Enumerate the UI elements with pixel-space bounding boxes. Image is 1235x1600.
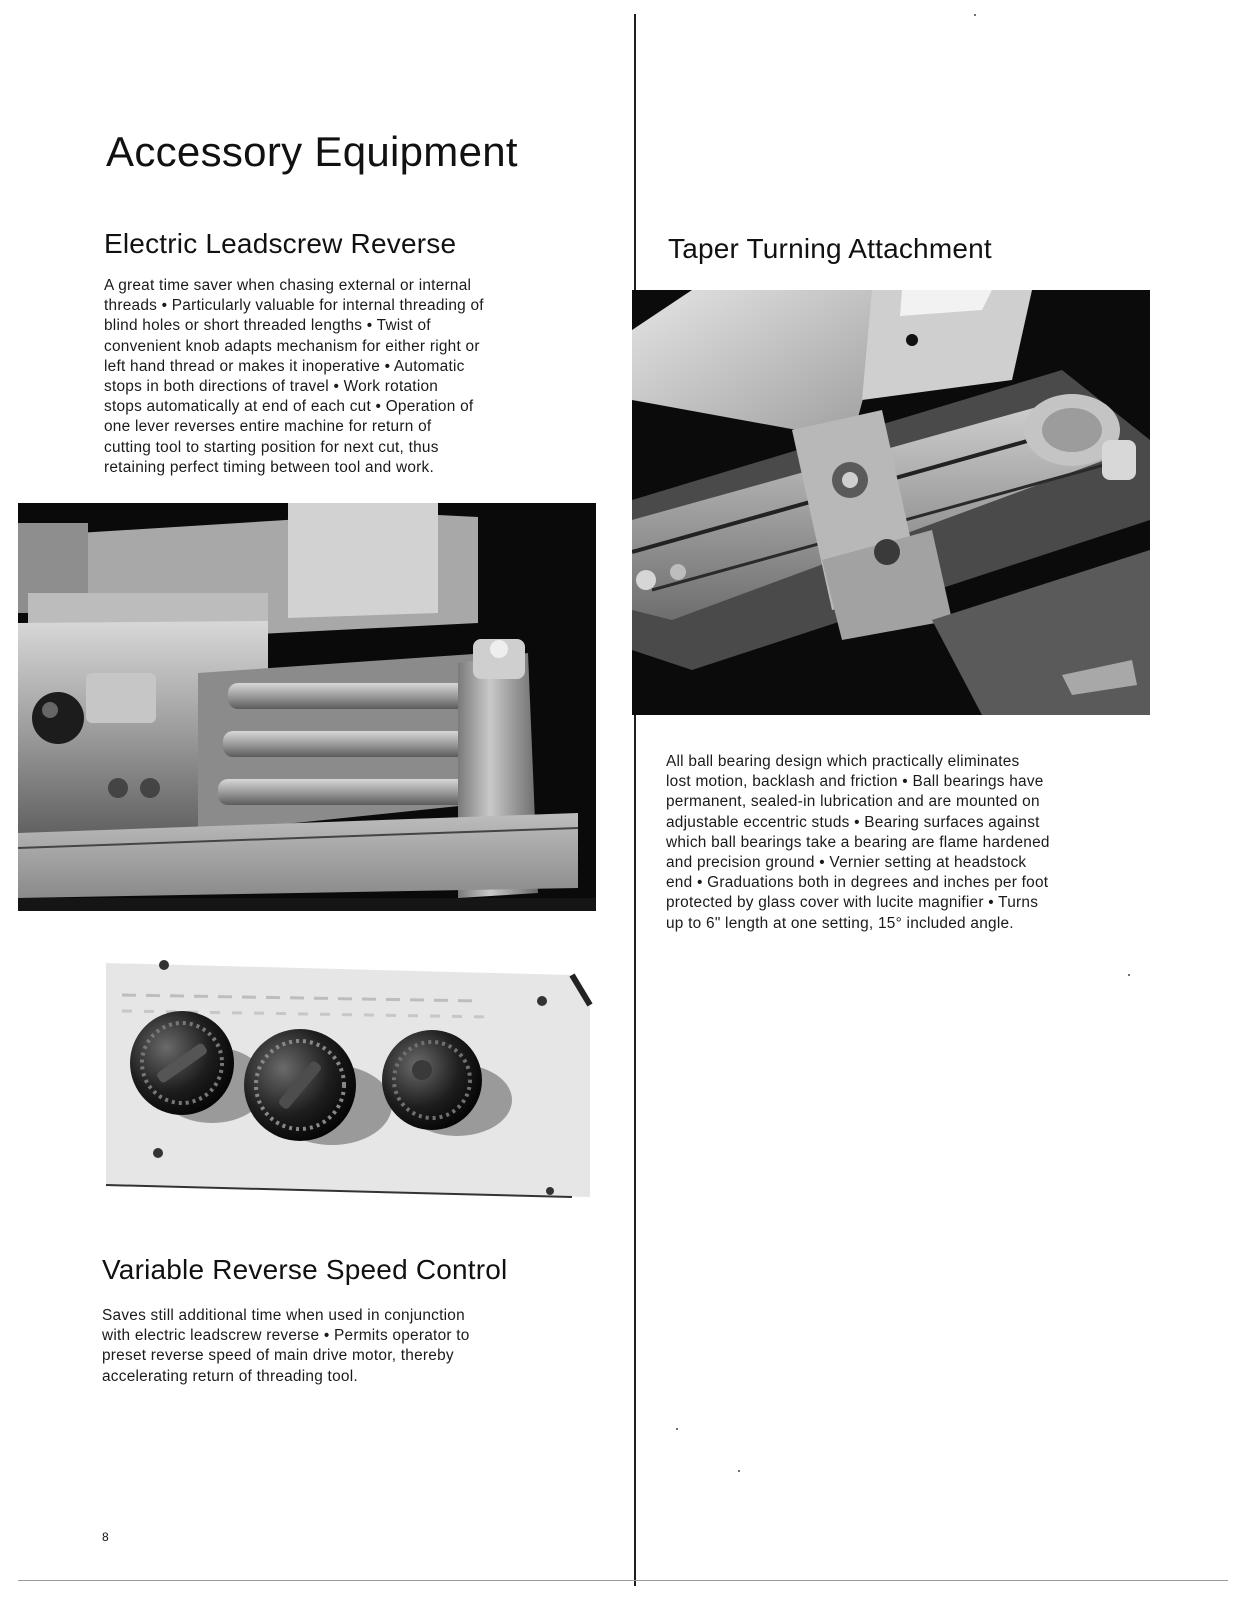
leadscrew-photo — [18, 503, 596, 911]
text-line: end • Graduations both in degrees and inches per foot — [666, 874, 1049, 892]
text-line: up to 6" length at one setting, 15° included angle. — [666, 914, 1014, 932]
text-line: lost motion, backlash and friction • Ball bearings have — [666, 773, 1044, 791]
text-line: protected by glass cover with lucite magnifier • Turns — [666, 894, 1039, 912]
speed-control-heading: Variable Reverse Speed Control — [102, 1254, 508, 1285]
text-line: All ball bearing design which practically eliminates — [666, 753, 1020, 770]
text-line: adjustable eccentric studs • Bearing surfaces against — [666, 813, 1040, 831]
speed-control-description — [102, 1306, 602, 1387]
text-line: convenient knob adapts mechanism for either right or — [104, 337, 480, 355]
leadscrew-heading: Electric Leadscrew Reverse — [104, 228, 457, 259]
speed-control-photo — [102, 935, 594, 1227]
page-number: 8 — [102, 1530, 109, 1544]
taper-description — [666, 752, 1136, 934]
text-line: threads • Particularly valuable for internal threading of — [104, 297, 484, 315]
text-line: stops automatically at end of each cut • Operation of — [104, 398, 474, 416]
text-line: accelerating return of threading tool. — [102, 1367, 358, 1385]
text-line: with electric leadscrew reverse • Permits operator to — [102, 1327, 470, 1345]
taper-photo — [632, 290, 1150, 715]
text-line: permanent, sealed-in lubrication and are mounted on — [666, 793, 1040, 811]
text-line: cutting tool to starting position for next cut, thus — [104, 438, 439, 456]
taper-heading: Taper Turning Attachment — [668, 233, 992, 264]
scan-speck — [974, 14, 976, 16]
scan-speck — [676, 1428, 678, 1430]
text-line: and precision ground • Vernier setting at headstock — [666, 854, 1027, 872]
leadscrew-description — [104, 276, 604, 478]
text-line: which ball bearings take a bearing are flame hardened — [666, 833, 1050, 851]
text-line: blind holes or short threaded lengths • Twist of — [104, 317, 431, 335]
text-line: stops in both directions of travel • Work rotation — [104, 378, 439, 396]
text-line: preset reverse speed of main drive motor, thereby — [102, 1347, 454, 1365]
text-line: Saves still additional time when used in conjunction — [102, 1307, 465, 1324]
text-line: retaining perfect timing between tool and work. — [104, 458, 435, 476]
scan-speck — [1128, 974, 1130, 976]
page-title: Accessory Equipment — [106, 128, 518, 175]
scan-speck — [738, 1470, 740, 1472]
column-divider — [634, 14, 636, 1586]
text-line: A great time saver when chasing external or internal — [104, 277, 472, 294]
text-line: left hand thread or makes it inoperative • Automatic — [104, 357, 465, 375]
bottom-rule — [18, 1580, 1228, 1581]
text-line: one lever reverses entire machine for return of — [104, 418, 432, 436]
